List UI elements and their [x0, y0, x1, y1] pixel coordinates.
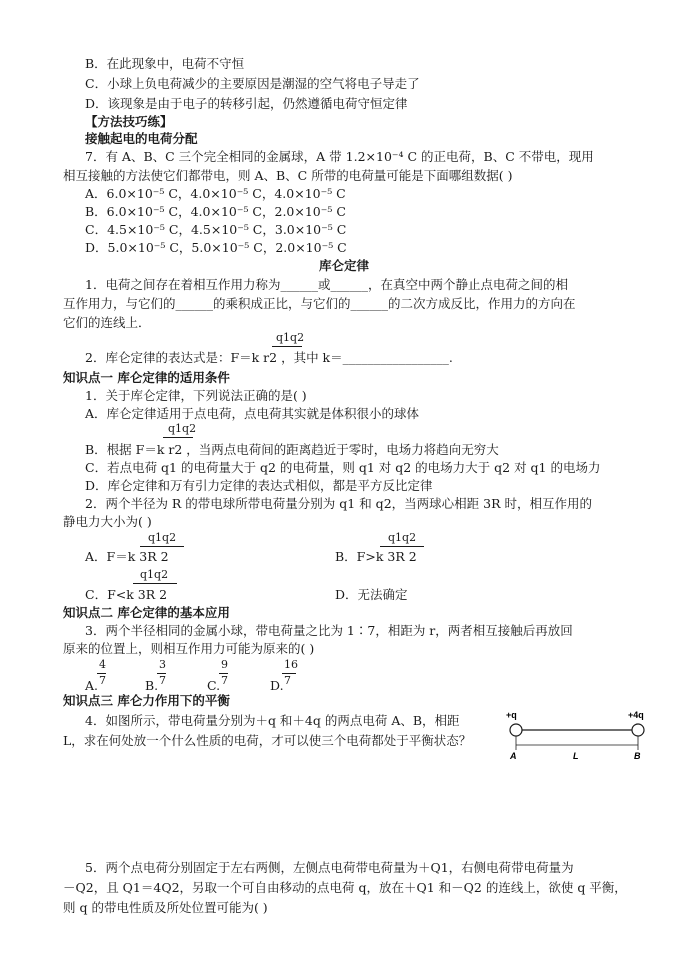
question-5-line2: －Q2，且 Q1＝4Q2，另取一个可自由移动的点电荷 q，放在＋Q1 和－Q2 的连线上，欲使 q 平衡，	[63, 880, 627, 895]
knowledge-point-1-heading: 知识点一 库仑定律的适用条件	[63, 370, 230, 385]
fraction-bar	[133, 583, 177, 584]
point-a-label: A	[510, 751, 517, 761]
question-3-denominator: 7	[159, 674, 166, 687]
option-d-text: D．该现象是由于电子的转移引起，仍然遵循电荷守恒定律	[85, 96, 408, 111]
question-3-numerator: 16	[284, 658, 298, 671]
question-4-line1: 4．如图所示，带电荷量分别为＋q 和＋4q 的两点电荷 A、B，相距	[85, 713, 460, 728]
fill-in-1-line3: 它们的连线上．	[63, 315, 151, 330]
formula-numerator: q1q2	[148, 531, 177, 544]
question-3-line2: 原来的位置上，则相互作用力可能为原来的( )	[63, 641, 315, 656]
question-2-option-c: C．F<k 3R 2	[85, 587, 168, 602]
question-7-option-a: A．6.0×10⁻⁵ C，4.0×10⁻⁵ C，4.0×10⁻⁵ C	[85, 186, 346, 201]
fill-in-1-line2: 互作用力，与它们的______的乘积成正比，与它们的______的二次方成反比，作用力的方向在	[63, 296, 576, 311]
formula-numerator: q1q2	[168, 422, 197, 435]
question-2-option-a: A．F＝k 3R 2	[85, 549, 169, 564]
two-charge-diagram	[506, 707, 656, 767]
formula-numerator: q1q2	[140, 568, 169, 581]
right-charge-label: +4q	[628, 710, 644, 720]
question-3-denominator: 7	[284, 674, 291, 687]
question-3-numerator: 9	[221, 658, 228, 671]
fraction-bar	[163, 437, 193, 438]
formula-numerator: q1q2	[388, 531, 417, 544]
question-5-line3: 则 q 的带电性质及所处位置可能为( )	[63, 900, 268, 915]
charge-diagram-svg	[506, 707, 656, 767]
section-title-coulomb: 库仑定律	[318, 258, 369, 273]
question-2-line2: 静电力大小为( )	[63, 514, 152, 529]
question-3-line1: 3．两个半径相同的金属小球，带电荷量之比为 1∶7，相距为 r，两者相互接触后再放回	[85, 623, 573, 638]
question-4-line2: L，求在何处放一个什么性质的电荷，才可以使三个电荷都处于平衡状态？	[63, 733, 472, 748]
question-7-option-c: C．4.5×10⁻⁵ C，4.5×10⁻⁵ C，3.0×10⁻⁵ C	[85, 222, 347, 237]
left-charge-label: +q	[506, 710, 517, 720]
formula-numerator: q1q2	[276, 331, 305, 344]
question-7-line2: 相互接触的方法使它们都带电，则 A、B、C 所带的电荷量可能是下面哪组数据( )	[63, 168, 513, 183]
question-3-numerator: 3	[159, 658, 166, 671]
fill-in-2: 2．库仑定律的表达式是：F＝k r2 ，其中 k＝_________________.	[85, 350, 453, 365]
fraction-bar	[140, 546, 184, 547]
question-5-line1: 5．两个点电荷分别固定于左右两侧，左侧点电荷带电荷量为＋Q1，右侧电荷带电荷量为	[85, 860, 574, 875]
question-3-option-label: C.	[207, 678, 221, 693]
point-b-label: B	[634, 751, 641, 761]
question-1-option-a: A．库仑定律适用于点电荷，点电荷其实就是体积很小的球体	[85, 406, 420, 421]
knowledge-point-3-heading: 知识点三 库仑力作用下的平衡	[63, 693, 230, 708]
question-2-line1: 2．两个半径为 R 的带电球所带电荷量分别为 q1 和 q2，当两球心相距 3R 时，相互作用的	[85, 496, 592, 511]
fraction-bar	[380, 546, 424, 547]
question-3-numerator: 4	[99, 658, 106, 671]
question-1-option-b: B．根据 F＝k r2 ，当两点电荷间的距离趋近于零时，电场力将趋向无穷大	[85, 442, 499, 457]
option-b-text: B．在此现象中，电荷不守恒	[85, 56, 245, 71]
question-3-denominator: 7	[221, 674, 228, 687]
question-2-option-b: B．F>k 3R 2	[335, 549, 417, 564]
question-2-option-d: D．无法确定	[335, 587, 408, 602]
question-7-option-d: D．5.0×10⁻⁵ C，5.0×10⁻⁵ C，2.0×10⁻⁵ C	[85, 240, 347, 255]
question-3-option-label: A.	[85, 678, 99, 693]
distance-label: L	[573, 751, 579, 761]
question-1-option-c: C．若点电荷 q1 的电荷量大于 q2 的电荷量，则 q1 对 q2 的电场力大于 q2 对 q1 的电场力	[85, 460, 601, 475]
section-method-heading: 【方法技巧练】	[85, 114, 173, 129]
knowledge-point-2-heading: 知识点二 库仑定律的基本应用	[63, 605, 230, 620]
question-3-option-label: B.	[145, 678, 159, 693]
subsection-contact-charging: 接触起电的电荷分配	[85, 131, 198, 146]
question-1-option-d: D．库仑定律和万有引力定律的表达式相似，都是平方反比定律	[85, 478, 433, 493]
question-7-option-b: B．6.0×10⁻⁵ C，4.0×10⁻⁵ C，2.0×10⁻⁵ C	[85, 204, 346, 219]
question-3-denominator: 7	[99, 674, 106, 687]
charge-b-circle	[632, 724, 644, 736]
fraction-bar	[272, 346, 302, 347]
question-1-stem: 1．关于库仑定律，下列说法正确的是( )	[85, 388, 307, 403]
question-7-line1: 7．有 A、B、C 三个完全相同的金属球，A 带 1.2×10⁻⁴ C 的正电荷，B、C 不带电，现用	[85, 149, 594, 164]
option-c-text: C．小球上负电荷减少的主要原因是潮湿的空气将电子导走了	[85, 76, 420, 91]
question-3-option-label: D.	[270, 678, 284, 693]
fill-in-1-line1: 1．电荷之间存在着相互作用力称为______或______，在真空中两个静止点电荷之间的相	[85, 277, 568, 292]
charge-a-circle	[510, 724, 522, 736]
